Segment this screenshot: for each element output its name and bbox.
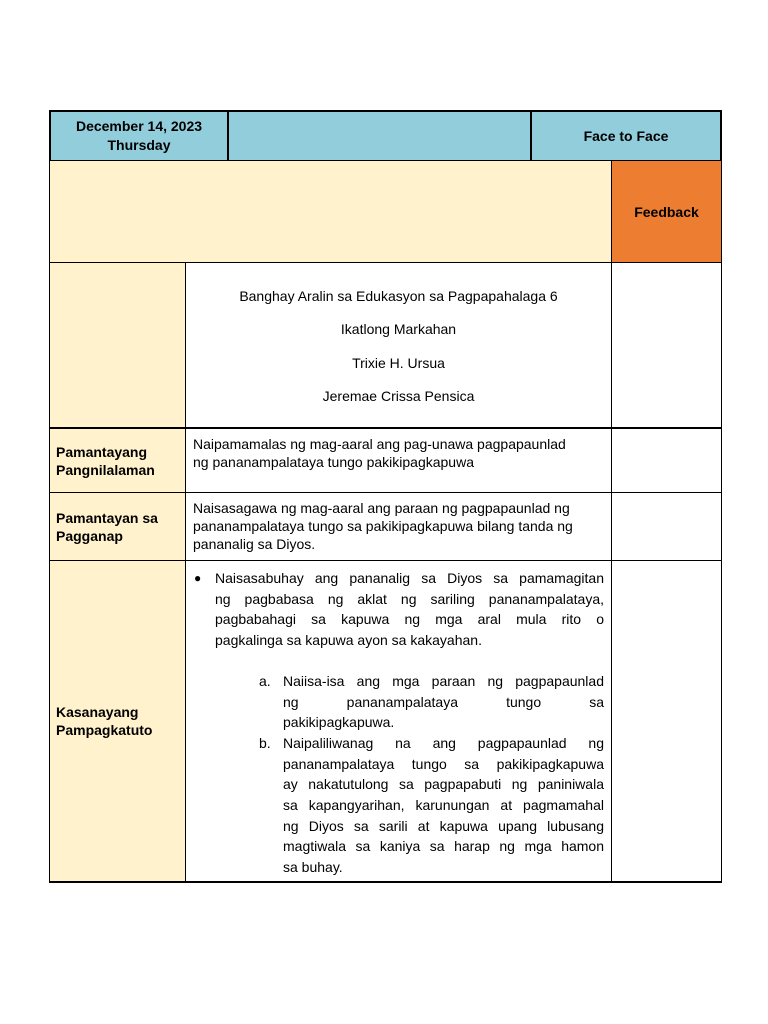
bullet-paragraph — [215, 568, 604, 651]
item-b-line-7: sa buhay. — [283, 859, 343, 876]
performance-standard-text-3: pananalig sa Diyos. — [193, 536, 316, 552]
competency-label-cell — [49, 560, 186, 883]
content-standard-label-cell — [49, 427, 186, 493]
performance-standard-text-1: Naisasagawa ng mag-aaral ang paraan ng pagpapaunlad ng — [193, 500, 570, 516]
feedback-row-blank — [49, 160, 612, 263]
item-b-paragraph — [283, 733, 604, 878]
content-standard-text-cell — [185, 427, 612, 493]
performance-standard-label-cell — [49, 492, 186, 561]
competency-label-2: Pampagkatuto — [56, 722, 153, 738]
bullet-line-1: Naisasabuhay ang pananalig sa Diyos sa pamamagitan — [215, 570, 604, 586]
item-b-line-3: ay nakatutulong sa pagpapabuti ng paniniwala — [283, 776, 604, 793]
teacher-name: Trixie H. Ursua — [352, 355, 445, 371]
performance-standard-feedback-cell — [611, 492, 722, 561]
content-standard-text-2: ng pananampalataya tungo pakikipagkapuwa — [193, 454, 474, 470]
content-standard-label-1: Pamantayang — [56, 443, 148, 460]
feedback-cell — [611, 160, 722, 263]
competency-label-1: Kasanayang — [56, 704, 139, 720]
mode-text: Face to Face — [583, 127, 669, 144]
item-b-line-2: pananampalataya tungo sa pakikipagkapuwa — [283, 755, 604, 772]
date-text: December 14, 2023 — [75, 118, 203, 134]
content-standard-text-1: Naipamamalas ng mag-aaral ang pag-unawa pagpapaunlad — [193, 436, 566, 452]
item-a-line-3: pakikipagkapuwa. — [283, 714, 395, 731]
intro-feedback-cell — [611, 262, 722, 428]
item-b-line-6: magtiwala sa kaniya sa harap ng mga hamon — [283, 838, 604, 855]
item-b-line-4: sa kapangyarihan, karunungan at pagmamahal — [283, 797, 604, 814]
day-text: Thursday — [107, 137, 171, 153]
intro-content-cell — [185, 262, 612, 428]
subject-title: Banghay Aralin sa Edukasyon sa Pagpapahalaga 6 — [239, 288, 558, 304]
feedback-label: Feedback — [634, 203, 699, 220]
performance-standard-label-2: Pagganap — [56, 527, 123, 544]
item-b-line-1: Naipaliliwanag na ang pagpapaunlad ng — [283, 735, 604, 751]
item-b-marker: b. — [259, 735, 271, 751]
competency-text-cell — [185, 560, 612, 883]
quarter-text: Ikatlong Markahan — [340, 321, 457, 337]
item-a-line-1: Naiisa-isa ang mga paraan ng pagpapaunlad — [283, 673, 604, 689]
item-a-line-2: ng pananampalataya tungo sa — [283, 693, 604, 710]
competency-feedback-cell — [611, 560, 722, 883]
intro-label-cell — [49, 262, 186, 428]
author-name: Jeremae Crissa Pensica — [322, 388, 475, 404]
item-b-line-5: ng Diyos sa sarili at kapuwa upang lubusang — [283, 817, 604, 834]
bullet-icon: ● — [194, 571, 202, 585]
date-cell — [49, 110, 229, 162]
content-standard-feedback-cell — [611, 427, 722, 493]
item-a-marker: a. — [259, 673, 271, 689]
content-standard-label-2: Pangnilalaman — [56, 461, 155, 478]
bullet-line-2: ng pagbabasa ng aklat ng sariling pananampalataya, — [215, 590, 604, 607]
performance-standard-text-2: pananampalataya tungo sa pakikipagkapuwa bilang tanda ng — [193, 518, 573, 534]
bullet-line-4: pagkalinga sa kapuwa ayon sa kakayahan. — [215, 632, 482, 649]
bullet-line-3: pagbabahagi sa kapuwa ng mga aral mula rito o — [215, 611, 604, 628]
mode-cell — [530, 110, 722, 162]
item-a-paragraph — [283, 671, 604, 733]
header-blank-cell — [227, 110, 532, 162]
performance-standard-label-1: Pamantayan sa — [56, 509, 158, 526]
performance-standard-text-cell — [185, 492, 612, 561]
